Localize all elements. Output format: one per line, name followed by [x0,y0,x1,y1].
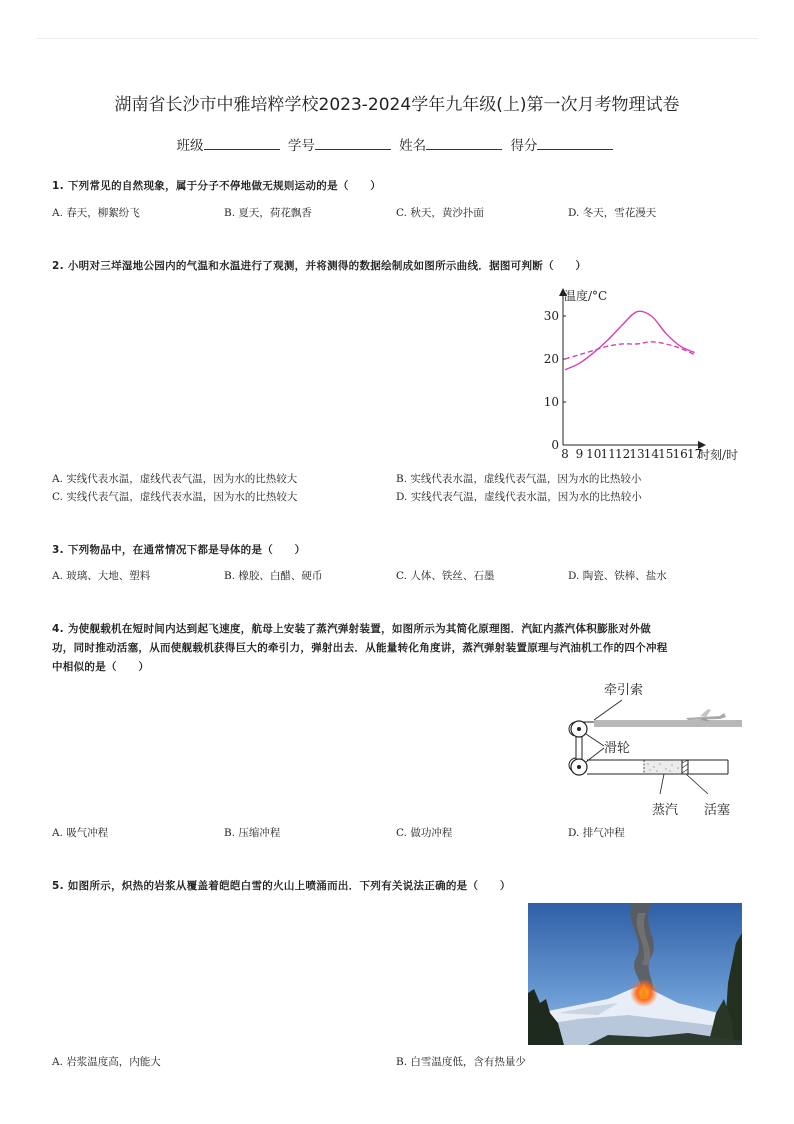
info-class-label: 班级 [176,138,204,154]
option-a[interactable]: A. 吸气冲程 [52,827,109,839]
x-axis-label: 时刻/时 [698,448,739,462]
solid-series-line [565,311,695,369]
info-id-label: 学号 [287,138,315,154]
flight-deck [594,720,742,727]
question-stem: 小明对三垟湿地公园内的气温和水温进行了观测，并将测得的数据绘制成如图所示曲线．据图可判断（ ） [67,260,587,272]
question-stem: 如图所示，炽热的岩浆从覆盖着皑皑白雪的火山上喷涌而出．下列有关说法正确的是（ ） [67,880,511,892]
x-tick-label: 15 [658,447,674,461]
header-rule [36,38,758,39]
option-d[interactable]: D. 实线代表气温，虚线代表水温，因为水的比热较小 [396,491,642,503]
option-b[interactable]: B. 白雪温度低，含有热量少 [396,1056,526,1068]
option-d[interactable]: D. 陶瓷、铁棒、盐水 [568,570,667,582]
info-score-label: 得分 [510,138,538,154]
x-tick-label: 14 [643,447,660,461]
question-3 [52,541,742,560]
option-a[interactable]: A. 玻璃、大地、塑料 [52,570,151,582]
label-steam: 蒸汽 [652,803,679,818]
x-tick-label: 12 [614,447,631,461]
question-stem: 下列物品中，在通常情况下都是导体的是（ ） [67,544,306,556]
option-d[interactable]: D. 冬天，雪花漫天 [568,207,657,219]
option-b[interactable]: B. 橡胶、白醋、硬币 [224,570,323,582]
option-c[interactable]: C. 实线代表气温，虚线代表水温，因为水的比热较大 [52,491,298,503]
x-tick-label: 10 [586,447,602,461]
label-pulley: 滑轮 [604,741,631,756]
x-tick-label: 11 [600,447,616,461]
info-class-blank[interactable] [204,137,280,150]
option-b[interactable]: B. 压缩冲程 [224,827,281,839]
question-1-options [52,204,742,222]
question-1 [52,177,742,196]
question-stem-line-3: 中相似的是（ ） [52,661,150,673]
x-tick-label: 16 [672,447,688,461]
temperature-chart [520,284,750,470]
label-piston: 活塞 [704,803,731,818]
question-number: 1. [52,180,64,192]
page-title: 湖南省长沙市中雅培粹学校2023-2024学年九年级(上)第一次月考物理试卷 [114,95,680,115]
steam-region [644,761,682,773]
volcano-photo [528,903,742,1045]
x-tick-label: 8 [561,447,569,461]
question-2 [52,257,742,276]
x-tick-label: 17 [686,447,703,461]
question-5 [52,877,742,896]
question-number: 2. [52,260,64,272]
piston [682,760,688,774]
question-3-options [52,567,742,585]
question-4 [52,620,742,677]
info-id-blank[interactable] [315,137,391,150]
info-score-blank[interactable] [537,137,613,150]
question-2-options [52,470,742,506]
x-tick-label: 13 [629,447,645,461]
question-stem: 下列常见的自然现象，属于分子不停地做无规则运动的是（ ） [67,180,382,192]
question-number: 5. [52,880,64,892]
y-axis-label: 温度/°C [564,289,608,303]
dashed-series-line [565,342,695,359]
option-a[interactable]: A. 实线代表水温，虚线代表气温，因为水的比热较大 [52,473,298,485]
question-stem-line-1: 为使舰载机在短时间内达到起飞速度，航母上安装了蒸汽弹射装置，如图所示为其简化原理图．汽缸内蒸汽体积膨胀对外做 [67,623,652,635]
y-tick-label: 30 [543,309,559,323]
student-info-row [0,134,794,154]
option-c[interactable]: C. 做功冲程 [396,827,453,839]
steam-catapult-diagram [560,676,744,824]
option-b[interactable]: B. 实线代表水温，虚线代表气温，因为水的比热较小 [396,473,642,485]
option-a[interactable]: A. 岩浆温度高，内能大 [52,1056,161,1068]
x-tick-label: 9 [575,447,584,461]
option-b[interactable]: B. 夏天，荷花飘香 [224,207,312,219]
y-tick-label: 0 [551,438,559,452]
question-stem-line-2: 功，同时推动活塞，从而使舰载机获得巨大的牵引力，弹射出去．从能量转化角度讲，蒸汽弹射装置原理与汽油机工作的四个冲程 [52,642,668,654]
question-number: 4. [52,623,64,635]
y-tick-label: 10 [543,395,559,409]
option-a[interactable]: A. 春天，柳絮纷飞 [52,207,140,219]
rope-leader [594,700,622,720]
question-5-options [52,1053,742,1071]
info-name-blank[interactable] [426,137,502,150]
y-tick-label: 20 [543,352,559,366]
info-name-label: 姓名 [399,138,427,154]
option-c[interactable]: C. 人体、铁丝、石墨 [396,570,495,582]
option-d[interactable]: D. 排气冲程 [568,827,625,839]
label-rope: 牵引索 [604,683,644,698]
option-c[interactable]: C. 秋天，黄沙扑面 [396,207,484,219]
question-4-options [52,824,742,842]
question-number: 3. [52,544,64,556]
